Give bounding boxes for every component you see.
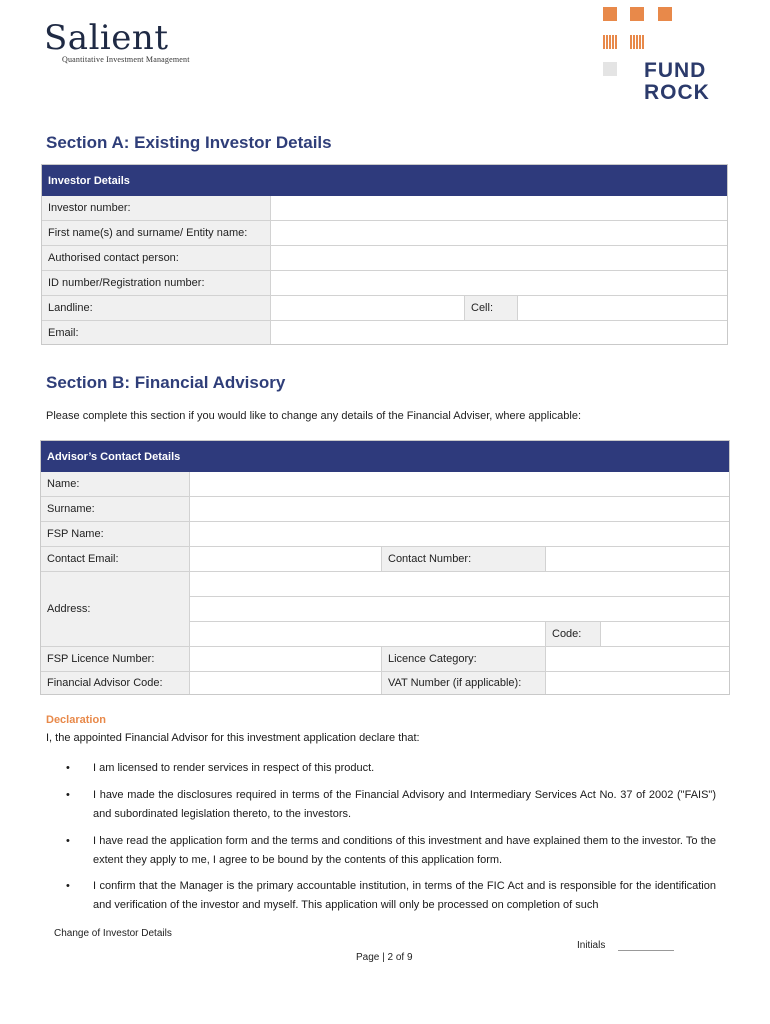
- declaration-item-text: I confirm that the Manager is the primary accountable institution, in terms of the FIC Act and is responsible for the identification and verification of the investor and myself. This application will only be processed on completion of such: [93, 880, 716, 911]
- address-line-1-field[interactable]: [189, 572, 729, 597]
- contact-email-label: Contact Email:: [41, 547, 189, 572]
- advisor-contact-table: [40, 440, 730, 695]
- declaration-item: [66, 832, 716, 869]
- advisor-code-field[interactable]: [189, 672, 381, 694]
- footer-document-title: Change of Investor Details: [54, 928, 172, 939]
- contact-number-label: Contact Number:: [381, 547, 545, 572]
- fsp-licence-label: FSP Licence Number:: [41, 647, 189, 672]
- declaration-item-text: I am licensed to render services in respect of this product.: [93, 762, 375, 774]
- section-a-title: Section A: Existing Investor Details: [46, 133, 332, 152]
- advisor-surname-label: Surname:: [41, 497, 189, 522]
- declaration-item: [66, 786, 716, 823]
- fsp-name-label: FSP Name:: [41, 522, 189, 547]
- fsp-name-field[interactable]: [189, 522, 729, 547]
- investor-details-header: Investor Details: [42, 165, 727, 196]
- bullet-icon: •: [66, 880, 70, 892]
- investor-details-table: [41, 164, 728, 345]
- landline-field[interactable]: [270, 296, 464, 321]
- bullet-icon: •: [66, 835, 70, 847]
- licence-category-label: Licence Category:: [381, 647, 545, 672]
- fundrock-line-2: ROCK: [644, 81, 710, 104]
- section-b-title: Section B: Financial Advisory: [46, 373, 286, 392]
- declaration-item: [66, 877, 716, 914]
- contact-person-field[interactable]: [270, 246, 727, 271]
- fsp-licence-field[interactable]: [189, 647, 381, 672]
- declaration-item: [66, 759, 716, 778]
- bullet-icon: •: [66, 789, 70, 801]
- footer-page-number: Page | 2 of 9: [356, 952, 413, 963]
- initials-line[interactable]: [618, 950, 674, 951]
- code-field[interactable]: [600, 622, 729, 647]
- advisor-name-label: Name:: [41, 472, 189, 497]
- id-number-field[interactable]: [270, 271, 727, 296]
- investor-name-field[interactable]: [270, 221, 727, 246]
- vat-number-label: VAT Number (if applicable):: [381, 672, 545, 694]
- contact-person-label: Authorised contact person:: [42, 246, 270, 271]
- declaration-item-text: I have made the disclosures required in terms of the Financial Advisory and Intermediary Services Act No. 37 of 2002 ("FAIS") and subordinated legislation thereto, to the investors.: [93, 789, 716, 820]
- contact-number-field[interactable]: [545, 547, 729, 572]
- advisor-surname-field[interactable]: [189, 497, 729, 522]
- declaration-title: Declaration: [46, 714, 106, 726]
- cell-label: Cell:: [464, 296, 517, 321]
- bullet-icon: •: [66, 762, 70, 774]
- fundrock-hatched-square-icon: [630, 35, 644, 49]
- fundrock-hatched-square-icon: [603, 35, 617, 49]
- contact-email-field[interactable]: [189, 547, 381, 572]
- footer-initials-label: Initials: [577, 940, 606, 951]
- email-label: Email:: [42, 321, 270, 344]
- address-label: Address:: [41, 572, 189, 647]
- fundrock-square-icon: [630, 7, 644, 21]
- section-b-intro: Please complete this section if you would like to change any details of the Financial Adviser, where applicable:: [46, 410, 582, 422]
- id-number-label: ID number/Registration number:: [42, 271, 270, 296]
- salient-logo: [44, 18, 244, 66]
- code-label: Code:: [545, 622, 600, 647]
- fundrock-square-icon: [603, 7, 617, 21]
- landline-label: Landline:: [42, 296, 270, 321]
- cell-field[interactable]: [517, 296, 727, 321]
- advisor-contact-header: Advisor’s Contact Details: [41, 441, 729, 472]
- address-line-3-field[interactable]: [189, 622, 545, 647]
- investor-number-field[interactable]: [270, 196, 727, 221]
- salient-tagline: Quantitative Investment Management: [62, 55, 190, 64]
- declaration-item-text: I have read the application form and the terms and conditions of this investment and have explained them to the investor. To the extent they apply to me, I agree to be bound by the contents of this application form.: [93, 835, 716, 866]
- advisor-name-field[interactable]: [189, 472, 729, 497]
- fundrock-square-icon: [658, 7, 672, 21]
- fundrock-logo: [600, 4, 730, 104]
- fundrock-wordmark: [644, 60, 710, 104]
- email-field[interactable]: [270, 321, 727, 344]
- salient-wordmark: Salient: [44, 18, 169, 58]
- declaration-intro: I, the appointed Financial Advisor for this investment application declare that:: [46, 732, 420, 744]
- vat-number-field[interactable]: [545, 672, 729, 694]
- investor-name-label: First name(s) and surname/ Entity name:: [42, 221, 270, 246]
- investor-number-label: Investor number:: [42, 196, 270, 221]
- fundrock-grey-square-icon: [603, 62, 617, 76]
- advisor-code-label: Financial Advisor Code:: [41, 672, 189, 694]
- fundrock-line-1: FUND: [644, 59, 707, 82]
- address-line-2-field[interactable]: [189, 597, 729, 622]
- licence-category-field[interactable]: [545, 647, 729, 672]
